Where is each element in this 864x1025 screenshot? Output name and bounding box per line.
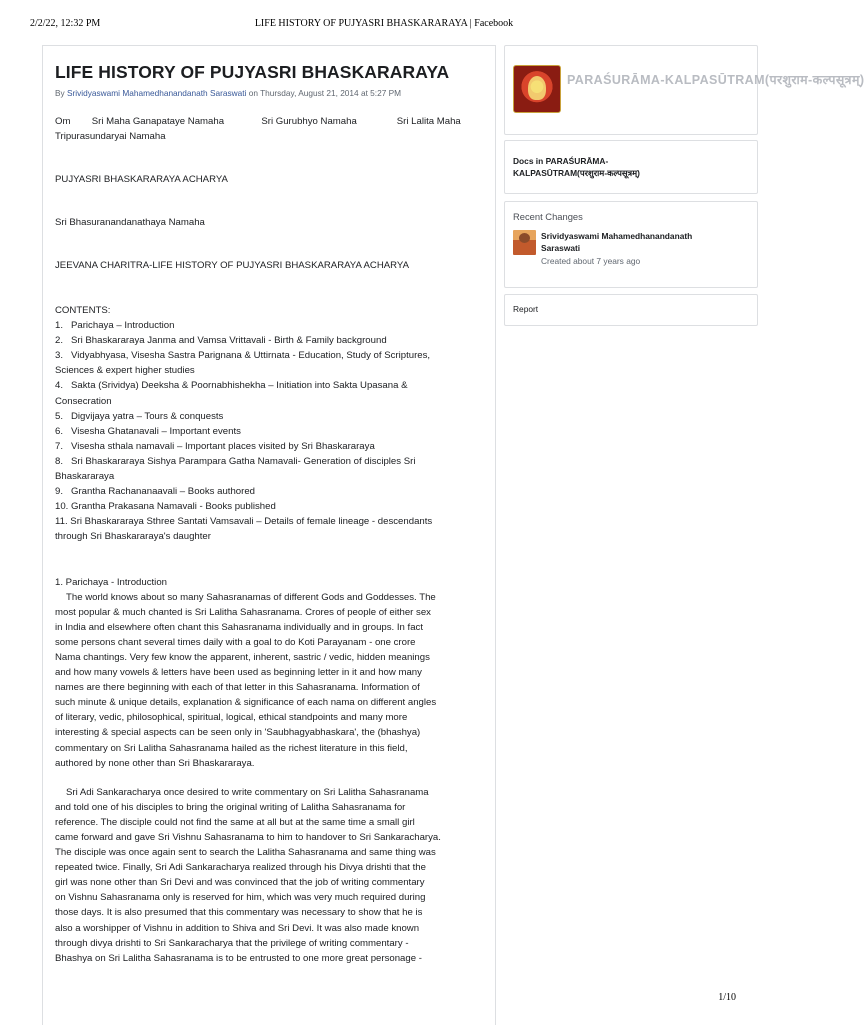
docs-card[interactable] bbox=[504, 140, 758, 194]
list-item: 1. Parichaya – Introduction bbox=[55, 320, 175, 332]
recent-changes-card bbox=[504, 201, 758, 288]
page-name[interactable]: PARAŚURĀMA-KALPASŪTRAM(परशुराम-कल्पसूत्रम्) bbox=[567, 73, 864, 87]
report-link[interactable]: Report bbox=[513, 304, 539, 314]
list-item: 8. Sri Bhaskararaya Sishya Parampara Gatha Namavali- Generation of disciples Sri Bhaskararaya bbox=[55, 455, 416, 483]
byline-date: on Thursday, August 21, 2014 at 5:27 PM bbox=[246, 88, 402, 98]
section-heading: PUJYASRI BHASKARARAYA ACHARYA bbox=[55, 174, 228, 185]
list-item: 2. Sri Bhaskararaya Janma and Vamsa Vrittavali - Birth & Family background bbox=[55, 335, 387, 347]
subtitle-text: JEEVANA CHARITRA-LIFE HISTORY OF PUJYASRI BHASKARARAYA ACHARYA bbox=[55, 260, 409, 271]
note-byline bbox=[55, 88, 483, 98]
recent-author-name[interactable]: Srividyaswami Mahamedhanandanath Saraswati bbox=[541, 231, 693, 253]
contents-list bbox=[55, 303, 483, 545]
section1-title: 1. Parichaya - Introduction bbox=[55, 576, 167, 588]
recent-timestamp: Created about 7 years ago bbox=[541, 256, 641, 266]
note-title: LIFE HISTORY OF PUJYASRI BHASKARARAYA bbox=[55, 62, 450, 82]
contents-label: CONTENTS: bbox=[55, 305, 111, 316]
byline-prefix: By bbox=[55, 88, 67, 98]
list-item: 9. Grantha Rachananaavali – Books authored bbox=[55, 486, 256, 498]
list-item: 6. Visesha Ghatanavali – Important events bbox=[55, 425, 241, 437]
invocation-text: Om Sri Maha Ganapataye Namaha Sri Gurubhyo Namaha Sri Lalita Maha Tripurasundaryai Namaha bbox=[55, 116, 461, 142]
avatar[interactable] bbox=[513, 230, 536, 255]
author-link[interactable]: Srividyaswami Mahamedhanandanath Saraswati bbox=[67, 88, 247, 98]
print-date: 2/2/22, 12:32 PM bbox=[30, 18, 101, 29]
report-card[interactable] bbox=[504, 294, 758, 326]
note-card bbox=[42, 45, 496, 1025]
list-item: 11. Sri Bhaskararaya Sthree Santati Vamsavali – Details of female lineage - descendants through Sri Bhaskararaya's daughter bbox=[55, 516, 433, 543]
list-item: 5. Digvijaya yatra – Tours & conquests bbox=[55, 410, 224, 422]
list-item: 4. Sakta (Srividya) Deeksha & Poornabhishekha – Initiation into Sakta Upasana & Consecration bbox=[55, 380, 408, 407]
print-page-number: 1/10 bbox=[718, 992, 736, 1003]
salutation-text: Sri Bhasuranandanathaya Namaha bbox=[55, 217, 205, 228]
recent-changes-heading: Recent Changes bbox=[513, 211, 583, 222]
body-paragraph-1: The world knows about so many Sahasranamas of different Gods and Goddesses. The most popular & much chanted is Sri Lalitha Sahasranama. Crores of people of either sex in India and elsewhere often chant this Sahasranama individually and in groups. In fact some persons chant several times daily with a goal to do Koti Parayanam - one crore Nama chantings. Very few know the apparent, inherent, sastric / vedic, hidden meanings and how many vowels & letters have been used as beginning letter in it and how many names are there beginning with each of that letter in this Sahasranama. Information of such minute & unique details, explanation & significance of each nama on different angles of literary, vedic, philosophical, spiritual, logical, ethical standpoints and many more interesting & special aspects can be seen only in 'Saubhagyabhaskara', the (bhashya) commentary on Sri Lalitha Sahasranama hailed as the richest literature in this field, authored by none other than Sri Bhaskararaya. bbox=[55, 591, 437, 769]
page-card[interactable] bbox=[504, 45, 864, 135]
page-profile-image[interactable] bbox=[513, 65, 561, 113]
docs-link[interactable]: Docs in PARAŚURĀMA- KALPASŪTRAM(परशुराम-कल्पसूत्रम्) bbox=[513, 156, 640, 178]
body-paragraph-2: Sri Adi Sankaracharya once desired to write commentary on Sri Lalitha Sahasranama and told one of his disciples to bring the original writing of Lalitha Sahasranama for reference. The disciple could not find the same at all but at the same time a small girl came forward and gave Sri Vishnu Sahasranama to him to handover to Sri Sankaracharya. The disciple was once again sent to search the Lalitha Sahasranama and same thing was repeated twice. Finally, Sri Adi Sankaracharya realized through his Divya drishti that the girl was none other than Sri Devi and was convinced that the job of writing commentary on Vishnu Sahasranama only is reserved for him, which was very much required during those days. It is also presumed that this commentary was necessary to show that he is also a worshipper of Vishnu in addition to Shiva and Sri Devi. It was also made known through divya drishti to Sri Sankaracharya that the privilege of writing commentary - Bhashya on Sri Lalitha Sahasranama is to be entrusted to one more great personage - bbox=[55, 786, 441, 964]
print-title: LIFE HISTORY OF PUJYASRI BHASKARARAYA | Facebook bbox=[254, 18, 514, 29]
list-item: 3. Vidyabhyasa, Visesha Sastra Parignana & Uttirnata - Education, Study of Scriptures, Sciences & expert higher studies bbox=[55, 350, 431, 377]
list-item: 7. Visesha sthala namavali – Important places visited by Sri Bhaskararaya bbox=[55, 440, 375, 452]
list-item: 10. Grantha Prakasana Namavali - Books published bbox=[55, 501, 276, 513]
